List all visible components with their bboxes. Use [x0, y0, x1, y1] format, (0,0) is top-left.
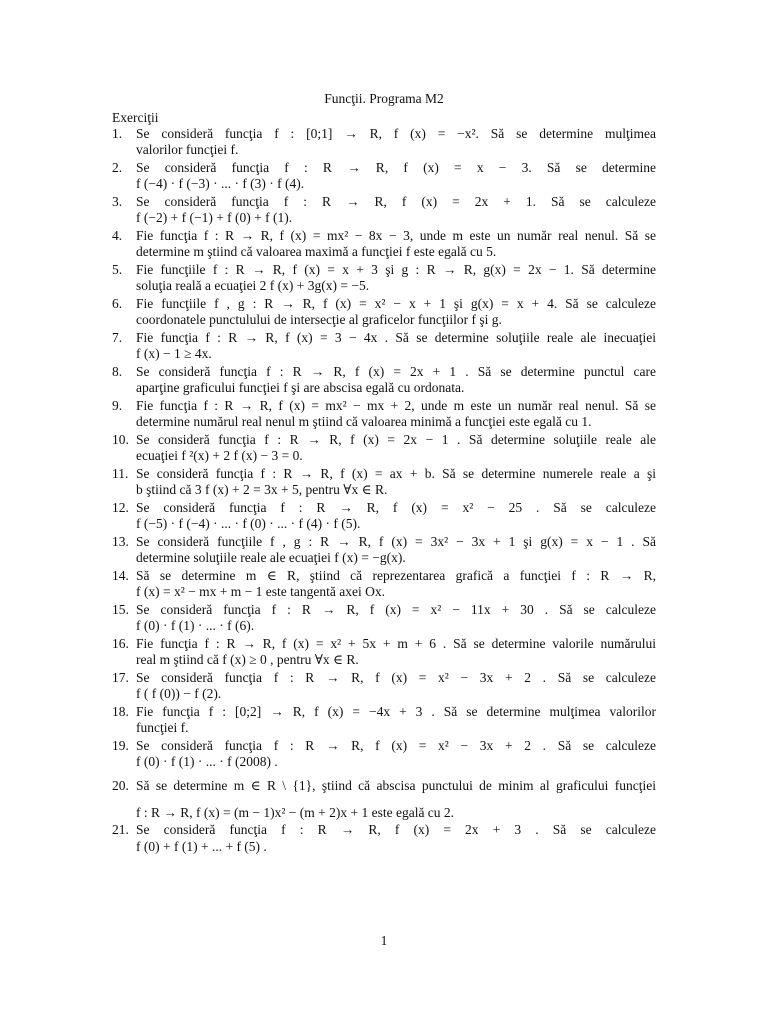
exercise-text: [136, 398, 656, 430]
exercise-number: 15.: [112, 602, 129, 617]
exercise-line: Fie funcţia f : R → R, f (x) = x² + 5x + m + 6 . Să se determine valorile numărului: [136, 636, 656, 651]
exercise-line: Se consideră funcţia f : R → R, f (x) = 2x + 3 . Să se calculeze: [136, 822, 656, 838]
exercise-number: 14.: [112, 568, 129, 583]
page-number: 1: [380, 933, 388, 948]
exercise-line: Se consideră funcţia f : R → R, f (x) = 2x + 1 . Să se determine punctul care: [136, 364, 656, 379]
exercise-line: Se consideră funcţia f : [0;1] → R, f (x) = −x². Să se determine mulţimea: [136, 126, 656, 141]
exercise-line: Se consideră funcţia f : R → R, f (x) = x² − 3x + 2 . Să se calculeze: [136, 670, 656, 685]
exercise-line: f (x) = x² − mx + m − 1 este tangentă axei Ox.: [136, 584, 385, 600]
exercise-number: 19.: [112, 738, 129, 753]
exercise-line: ecuaţiei f ²(x) + 2 f (x) − 3 = 0.: [136, 448, 303, 464]
exercise-text: [136, 330, 656, 362]
exercise-line: Fie funcţiile f : R → R, f (x) = x + 3 şi g : R → R, g(x) = 2x − 1. Să determine: [136, 262, 656, 277]
exercise-line: Fie funcţia f : R → R, f (x) = mx² − mx + 2, unde m este un număr real nenul. Să se: [136, 398, 656, 413]
exercise-item: [112, 432, 656, 464]
exercise-line: f (0) + f (1) + ... + f (5) .: [136, 838, 267, 854]
exercise-line: coordonatele punctulului de intersecţie al graficelor funcţiilor f şi g.: [136, 312, 502, 328]
exercise-text: [136, 738, 656, 770]
exercise-line: Se consideră funcţia f : R → R, f (x) = x² − 11x + 30 . Să se calculeze: [136, 602, 656, 617]
exercise-line: Se consideră funcţia f : R → R, f (x) = 2x + 1. Să se calculeze: [136, 194, 656, 209]
exercise-item: [112, 670, 656, 702]
exercise-number: 18.: [112, 704, 129, 719]
exercise-number: 20.: [112, 778, 129, 794]
exercise-item: [112, 822, 656, 854]
exercise-item: [112, 364, 656, 396]
exercise-line: b ştiind că 3 f (x) + 2 = 3x + 5, pentru ∀x ∈ R.: [136, 482, 388, 498]
exercise-number: 8.: [112, 364, 123, 379]
exercise-line: f ( f (0)) − f (2).: [136, 686, 222, 702]
exercise-line: Fie funcţia f : [0;2] → R, f (x) = −4x + 3 . Să se determine mulţimea valorilor: [136, 704, 656, 719]
exercise-line: Să se determine m ∈ R, ştiind că reprezentarea grafică a funcţiei f : R → R,: [136, 568, 656, 583]
exercise-number: 2.: [112, 160, 123, 175]
exercise-text: [136, 126, 656, 158]
exercise-line: determine soluţiile reale ale ecuaţiei f (x) = −g(x).: [136, 550, 406, 566]
exercise-item: [112, 534, 656, 566]
exercise-line: f (−2) + f (−1) + f (0) + f (1).: [136, 210, 293, 226]
exercise-number: 21.: [112, 822, 129, 838]
exercise-line: Fie funcţia f : R → R, f (x) = mx² − 8x − 3, unde m este un număr real nenul. Să se: [136, 228, 656, 243]
exercise-item: [112, 500, 656, 532]
exercise-line: Fie funcţiile f , g : R → R, f (x) = x² − x + 1 şi g(x) = x + 4. Să se calculeze: [136, 296, 656, 311]
exercise-line: f (x) − 1 ≥ 4x.: [136, 346, 212, 362]
exercise-text: [136, 432, 656, 464]
exercise-item: [112, 296, 656, 328]
exercise-line: determine numărul real nenul m ştiind că valoarea minimă a funcţiei este egală cu 1.: [136, 414, 592, 430]
exercise-number: 17.: [112, 670, 129, 685]
exercise-text: [136, 262, 656, 294]
exercise-line: Se consideră funcţiile f , g : R → R, f (x) = 3x² − 3x + 1 şi g(x) = x − 1 . Să: [136, 534, 656, 549]
exercise-text: [136, 568, 656, 600]
exercise-text: [136, 670, 656, 702]
exercise-item: [112, 194, 656, 226]
exercise-line: aparţine graficului funcţiei f şi are abscisa egală cu ordonata.: [136, 380, 465, 396]
document-title: Funcţii. Programa M2: [324, 91, 444, 106]
exercise-line: Se consideră funcţia f : R → R, f (x) = ax + b. Să se determine numerele reale a şi: [136, 466, 656, 481]
exercise-line: determine m ştiind că valoarea maximă a funcţiei f este egală cu 5.: [136, 244, 497, 260]
exercise-text: [136, 534, 656, 566]
exercise-item: [112, 398, 656, 430]
exercise-item: [112, 636, 656, 668]
exercise-item: [112, 228, 656, 260]
exercise-line: Fie funcţia f : R → R, f (x) = 3 − 4x . Să se determine soluţiile reale ale inecuaţiei: [136, 330, 656, 345]
exercise-line: f (0) · f (1) · ... · f (6).: [136, 618, 255, 634]
exercise-number: 6.: [112, 296, 123, 311]
exercise-text: [136, 194, 656, 226]
exercise-text: [136, 636, 656, 668]
exercise-item: [112, 466, 656, 498]
exercise-line: Se consideră funcţia f : R → R, f (x) = x − 3. Să se determine: [136, 160, 656, 175]
exercise-line: f (−5) · f (−4) · ... · f (0) · ... · f (4) · f (5).: [136, 516, 361, 532]
exercise-number: 3.: [112, 194, 123, 209]
exercise-number: 11.: [112, 466, 129, 481]
exercise-item: [112, 262, 656, 294]
exercise-item: [112, 704, 656, 736]
exercise-number: 16.: [112, 636, 129, 651]
exercise-item: [112, 778, 656, 820]
exercise-number: 7.: [112, 330, 123, 345]
exercise-line: real m ştiind că f (x) ≥ 0 , pentru ∀x ∈ R.: [136, 652, 359, 668]
exercise-number: 13.: [112, 534, 129, 549]
exercise-text: [136, 296, 656, 328]
exercise-text: [136, 704, 656, 736]
exercise-line: Se consideră funcţia f : R → R, f (x) = x² − 25 . Să se calculeze: [136, 500, 656, 515]
exercise-line: f : R → R, f (x) = (m − 1)x² − (m + 2)x + 1 este egală cu 2.: [136, 804, 455, 820]
exercise-item: [112, 126, 656, 158]
exercise-text: [136, 466, 656, 498]
exercise-number: 1.: [112, 126, 123, 141]
exercise-list: [112, 126, 656, 856]
exercise-number: 10.: [112, 432, 129, 447]
exercise-text: [136, 228, 656, 260]
exercise-text: [136, 778, 656, 820]
exercise-text: [136, 822, 656, 854]
exercise-item: [112, 160, 656, 192]
exercise-line: soluţia reală a ecuaţiei 2 f (x) + 3g(x) = −5.: [136, 278, 370, 294]
exercise-line: Se consideră funcţia f : R → R, f (x) = 2x − 1 . Să determine soluţiile reale ale: [136, 432, 656, 447]
exercise-line: Se consideră funcţia f : R → R, f (x) = x² − 3x + 2 . Să se calculeze: [136, 738, 656, 753]
section-heading: Exerciţii: [112, 110, 159, 125]
exercise-number: 5.: [112, 262, 123, 277]
exercise-item: [112, 568, 656, 600]
exercise-number: 9.: [112, 398, 123, 413]
exercise-item: [112, 602, 656, 634]
exercise-line: Să se determine m ∈ R \ {1}, ştiind că abscisa punctului de minim al graficului funcţiei: [136, 778, 656, 794]
exercise-text: [136, 364, 656, 396]
exercise-text: [136, 602, 656, 634]
exercise-item: [112, 738, 656, 770]
exercise-item: [112, 330, 656, 362]
exercise-text: [136, 500, 656, 532]
exercise-number: 12.: [112, 500, 129, 515]
exercise-number: 4.: [112, 228, 123, 243]
exercise-line: funcţiei f.: [136, 720, 189, 736]
exercise-text: [136, 160, 656, 192]
exercise-line: valorilor funcţiei f.: [136, 142, 239, 158]
exercise-line: f (−4) · f (−3) · ... · f (3) · f (4).: [136, 176, 305, 192]
exercise-line: f (0) · f (1) · ... · f (2008) .: [136, 754, 278, 770]
